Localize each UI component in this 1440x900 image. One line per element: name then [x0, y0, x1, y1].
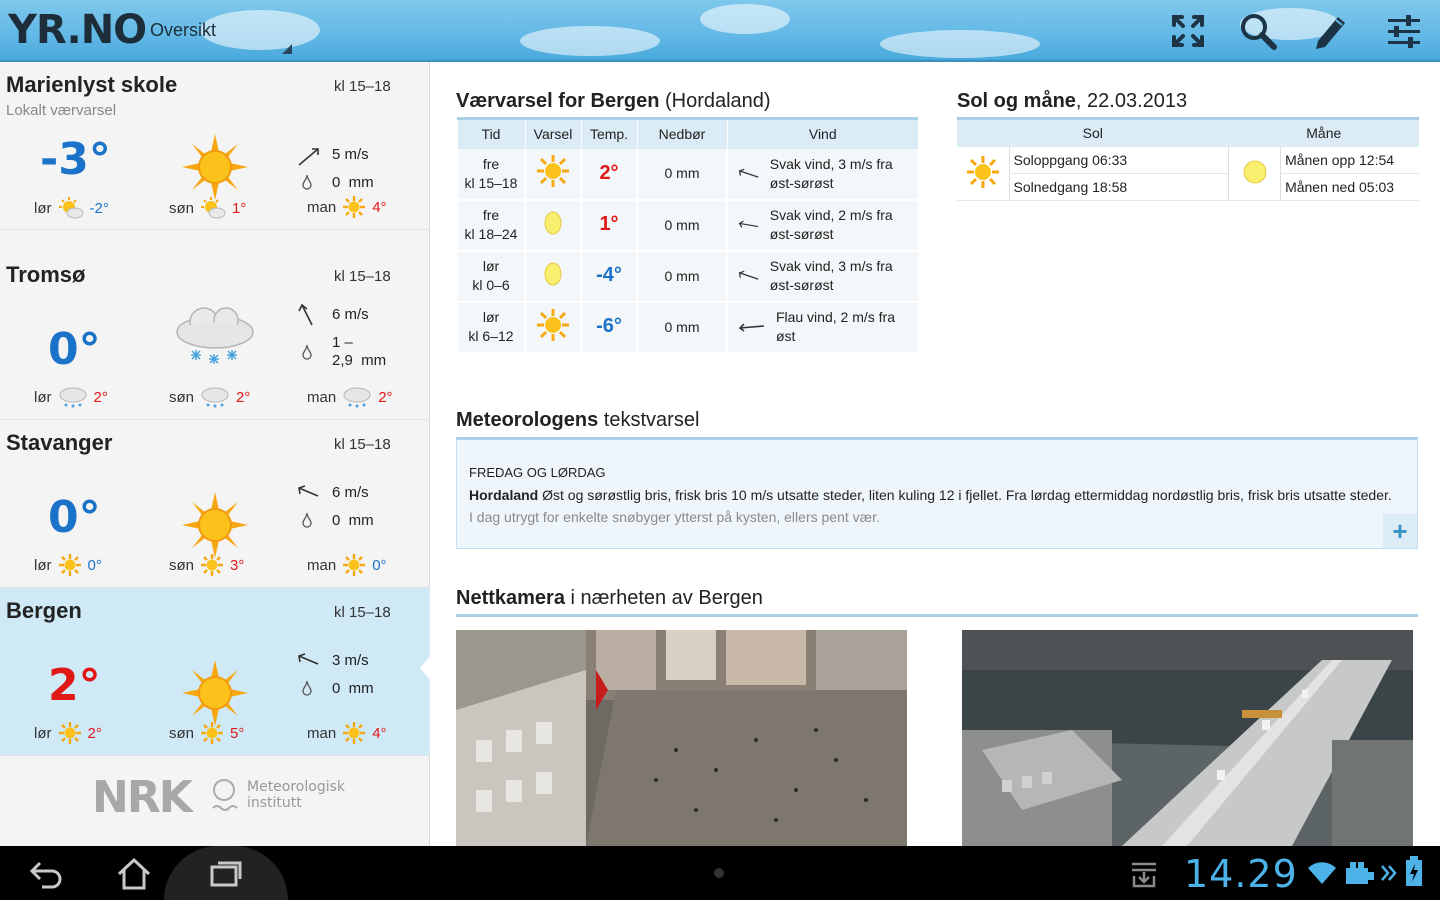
- location-card-tromso[interactable]: [0, 252, 430, 420]
- home-icon: [116, 857, 152, 891]
- col-time: Tid: [457, 119, 525, 149]
- forecast-row[interactable]: [457, 149, 918, 200]
- day-temp: 0°: [87, 556, 102, 574]
- system-nav-bar: [0, 846, 1440, 900]
- wind-arrow-icon: [738, 167, 760, 181]
- webcam-image-bridge[interactable]: [962, 630, 1413, 846]
- moonset: Månen ned 05:03: [1281, 174, 1419, 201]
- dock-icon: [1344, 860, 1376, 886]
- temp-cell: 2°: [581, 149, 637, 200]
- sun-header: Sol: [957, 119, 1229, 147]
- wind-arrow-icon: [296, 302, 316, 328]
- day-label: man: [307, 556, 337, 574]
- day-temp: 2°: [93, 388, 108, 406]
- day-forecast: [169, 385, 250, 409]
- precip-cell: 0 mm: [637, 149, 727, 200]
- yr-logo[interactable]: YR.NO: [8, 7, 147, 53]
- day-temp: -2°: [89, 199, 109, 217]
- sunset: Solnedgang 18:58: [1009, 174, 1229, 201]
- location-precip: 0 mm: [332, 512, 374, 529]
- day-forecast: [169, 721, 244, 745]
- day-label: søn: [169, 388, 195, 406]
- wind-arrow-icon: [296, 146, 322, 168]
- textforecast-title: Meteorologens tekstvarsel: [456, 409, 700, 431]
- day-label: man: [307, 724, 337, 742]
- header-cloud: [520, 26, 660, 56]
- recents-icon: [208, 859, 244, 889]
- day-label: søn: [169, 556, 195, 574]
- forecast-title: Værvarsel for Bergen (Hordaland): [456, 90, 771, 112]
- webcam-title: Nettkamera i nærheten av Bergen: [456, 587, 763, 609]
- forecast-table: [456, 117, 918, 354]
- sun-icon: [525, 302, 581, 353]
- time-cell: lør kl 6–12: [457, 302, 525, 353]
- wifi-icon: [1306, 860, 1338, 886]
- day-temp: 0°: [372, 556, 387, 574]
- forecast-row[interactable]: [457, 302, 918, 353]
- met-name-line1: Meteorologisk: [247, 779, 346, 795]
- location-wind: 6 m/s: [332, 484, 369, 501]
- day-temp: 2°: [236, 388, 251, 406]
- day-temp: 5°: [230, 724, 245, 742]
- met-logo-icon: [210, 776, 238, 816]
- wind-cell: Svak vind, 3 m/s fra øst-sørøst: [727, 251, 918, 302]
- location-wind: 3 m/s: [332, 652, 369, 669]
- sun-icon: [342, 195, 366, 219]
- location-name: Tromsø: [6, 262, 86, 287]
- search-icon: [1238, 11, 1278, 51]
- expand-button[interactable]: +: [1383, 514, 1417, 548]
- precip-drop-icon: [302, 344, 312, 360]
- wind-arrow-icon: [738, 320, 766, 334]
- location-name: Bergen: [6, 598, 82, 623]
- precip-drop-icon: [302, 174, 312, 190]
- credits-footer: [0, 758, 430, 846]
- download-notification-icon[interactable]: [1128, 858, 1160, 890]
- webcam-image-square[interactable]: [456, 630, 907, 846]
- spinner-corner-icon: [282, 44, 292, 54]
- detail-panel: [431, 62, 1440, 846]
- location-precip: 0 mm: [332, 680, 374, 697]
- snow-cloud-icon: [200, 385, 230, 409]
- day-forecast: [34, 385, 108, 409]
- location-subtitle: Lokalt værvarsel: [6, 102, 117, 119]
- location-period: kl 15–18: [334, 268, 391, 285]
- fullscreen-button[interactable]: [1166, 10, 1210, 52]
- day-forecast: [307, 721, 387, 745]
- textforecast-box: [456, 437, 1418, 549]
- sun-icon: [200, 721, 224, 745]
- sun-icon: [342, 553, 366, 577]
- moon-header: Måne: [1229, 119, 1419, 147]
- nrk-logo: NRK: [92, 772, 191, 823]
- sun-icon: [58, 721, 82, 745]
- day-temp: 2°: [378, 388, 393, 406]
- sun-icon: [342, 721, 366, 745]
- moon-icon: [525, 251, 581, 302]
- temp-cell: -4°: [581, 251, 637, 302]
- wind-cell: Svak vind, 2 m/s fra øst-sørøst: [727, 200, 918, 251]
- search-button[interactable]: [1236, 10, 1280, 52]
- fullscreen-icon: [1170, 13, 1206, 49]
- moon-icon: [525, 200, 581, 251]
- wind-arrow-icon: [738, 269, 760, 283]
- sun-icon: [58, 553, 82, 577]
- precip-drop-icon: [302, 680, 312, 696]
- header-cloud: [200, 10, 320, 50]
- day-forecast: [307, 385, 393, 409]
- day-forecast: [34, 553, 102, 577]
- time-cell: lør kl 0–6: [457, 251, 525, 302]
- settings-button[interactable]: [1382, 10, 1426, 52]
- snow-cloud-icon: [58, 385, 88, 409]
- precip-cell: 0 mm: [637, 200, 727, 251]
- status-clock[interactable]: 14.29: [1184, 852, 1298, 896]
- location-period: kl 15–18: [334, 604, 391, 621]
- day-temp: 4°: [372, 198, 387, 216]
- locations-sidebar: [0, 62, 430, 846]
- met-name-line2: institutt: [247, 795, 302, 811]
- sunrise: Soloppgang 06:33: [1009, 147, 1229, 174]
- snow-cloud-icon: [174, 304, 256, 373]
- forecast-row[interactable]: [457, 251, 918, 302]
- day-label: lør: [34, 724, 52, 742]
- location-precip: 0 mm: [332, 174, 374, 191]
- day-forecast: [307, 195, 387, 219]
- day-label: lør: [34, 199, 52, 217]
- wind-cell: Svak vind, 3 m/s fra øst-sørøst: [727, 149, 918, 200]
- wind-arrow-icon: [296, 484, 322, 500]
- location-precip: 1 – 2,9 mm: [332, 334, 387, 369]
- col-temp: Temp.: [581, 119, 637, 149]
- location-card-stavanger[interactable]: [0, 420, 430, 588]
- time-cell: fre kl 18–24: [457, 200, 525, 251]
- page-indicator-dot: [714, 868, 724, 878]
- precip-cell: 0 mm: [637, 251, 727, 302]
- snow-cloud-icon: [342, 385, 372, 409]
- battery-icon: [1404, 856, 1424, 888]
- recents-button[interactable]: [196, 854, 256, 894]
- back-button[interactable]: [16, 854, 76, 894]
- sunmoon-title: Sol og måne, 22.03.2013: [957, 90, 1188, 112]
- day-temp: 4°: [372, 724, 387, 742]
- day-label: søn: [169, 724, 195, 742]
- location-card-bergen[interactable]: [0, 588, 430, 756]
- sun-cloud-icon: [200, 197, 226, 219]
- webcam-divider: [456, 614, 1418, 617]
- day-forecast: [307, 553, 387, 577]
- location-period: kl 15–18: [334, 436, 391, 453]
- wind-arrow-icon: [296, 652, 322, 668]
- location-name: Stavanger: [6, 430, 113, 455]
- precip-cell: 0 mm: [637, 302, 727, 353]
- day-forecast: [169, 553, 244, 577]
- sun-icon: [957, 147, 1009, 201]
- day-forecast: [34, 721, 102, 745]
- home-button[interactable]: [104, 854, 164, 894]
- moon-icon: [1229, 147, 1281, 201]
- day-temp: 2°: [87, 724, 102, 742]
- location-name: Marienlyst skole: [6, 72, 178, 97]
- edit-button[interactable]: [1308, 10, 1352, 52]
- edit-icon: [1310, 11, 1350, 51]
- moonrise: Månen opp 12:54: [1281, 147, 1419, 174]
- sun-cloud-icon: [58, 197, 84, 219]
- settings-icon: [1384, 11, 1424, 51]
- location-temp: 0°: [48, 492, 101, 543]
- textforecast-body: Hordaland Øst og sørøstlig bris, frisk bris 10 m/s utsatte steder, liten kuling 12 i fjellet. Fra lørdag ettermiddag nordøstlig bris, frisk bris utsatte steder.: [469, 487, 1392, 503]
- day-temp: 1°: [232, 199, 247, 217]
- textforecast-heading: FREDAG OG LØRDAG: [469, 465, 606, 480]
- location-period: kl 15–18: [334, 78, 391, 95]
- sun-icon: [180, 132, 250, 207]
- day-forecast: [34, 197, 109, 219]
- location-wind: 5 m/s: [332, 146, 369, 163]
- day-forecast: [169, 197, 246, 219]
- day-label: søn: [169, 199, 195, 217]
- location-temp: 0°: [48, 324, 101, 375]
- precip-drop-icon: [302, 512, 312, 528]
- header-cloud: [880, 30, 1040, 58]
- sunmoon-table: [957, 117, 1419, 201]
- col-precip: Nedbør: [637, 119, 727, 149]
- time-cell: fre kl 15–18: [457, 149, 525, 200]
- back-icon: [28, 859, 64, 889]
- wind-cell: Flau vind, 2 m/s fra øst: [727, 302, 918, 353]
- section-spinner[interactable]: Oversikt: [150, 20, 217, 40]
- temp-cell: -6°: [581, 302, 637, 353]
- location-wind: 6 m/s: [332, 306, 369, 323]
- temp-cell: 1°: [581, 200, 637, 251]
- col-wind: Vind: [727, 119, 918, 149]
- day-label: lør: [34, 388, 52, 406]
- location-temp: 2°: [48, 660, 101, 711]
- location-card-marienlyst[interactable]: [0, 62, 430, 230]
- header-cloud: [700, 4, 790, 34]
- app-header: [0, 0, 1440, 62]
- wind-arrow-icon: [738, 218, 760, 232]
- day-label: lør: [34, 556, 52, 574]
- day-label: man: [307, 198, 337, 216]
- chevron-right-icon: [1380, 864, 1398, 882]
- sun-icon: [525, 149, 581, 200]
- col-symbol: Varsel: [525, 119, 581, 149]
- textforecast-extra: I dag utrygt for enkelte snøbyger ytterst på kysten, ellers pent vær.: [469, 509, 880, 525]
- day-label: man: [307, 388, 337, 406]
- sun-icon: [200, 553, 224, 577]
- forecast-header-row: [457, 119, 918, 149]
- day-temp: 3°: [230, 556, 245, 574]
- location-temp: -3°: [40, 134, 111, 185]
- forecast-row[interactable]: [457, 200, 918, 251]
